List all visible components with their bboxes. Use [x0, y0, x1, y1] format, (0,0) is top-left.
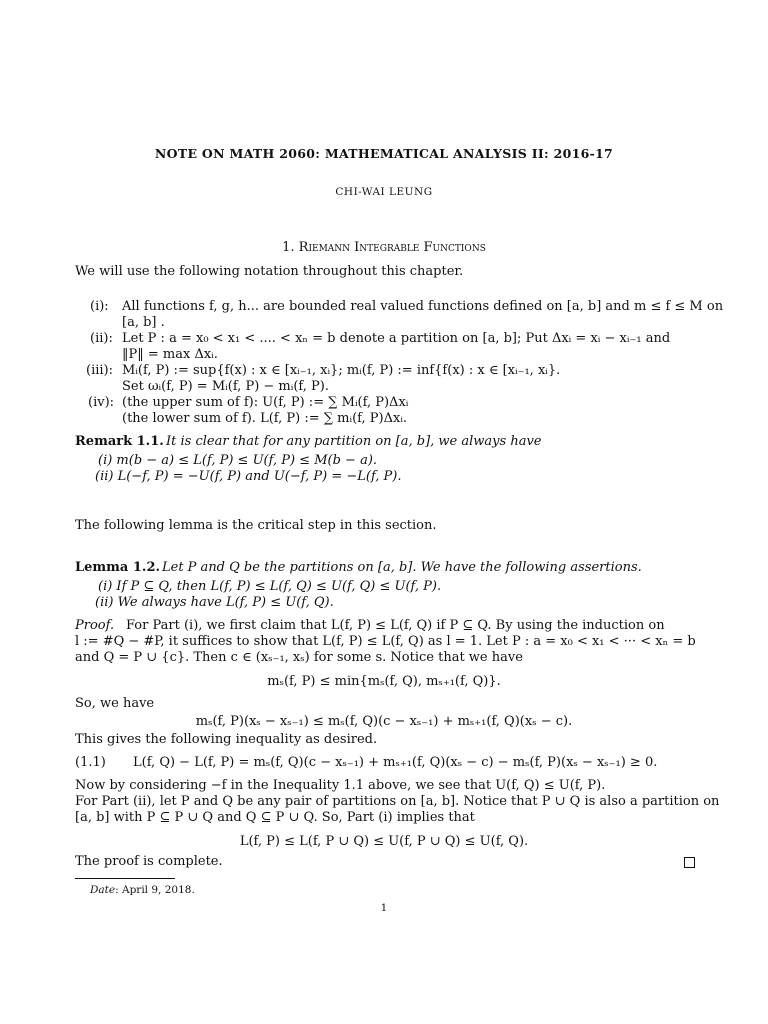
proof-line-6: [a, b] with P ⊆ P ∪ Q and Q ⊆ P ∪ Q. So, Part (i) implies that	[75, 810, 475, 825]
notation-ii-text: Let P : a = x₀ < x₁ < .... < xₙ = b denote a partition on [a, b]; Put Δxᵢ = xᵢ − xᵢ₋₁ and	[122, 331, 671, 346]
lemma-item-2: (ii) We always have L(f, P) ≤ U(f, Q).	[95, 595, 334, 610]
notation-ii-text-cont: ‖P‖ = max Δxᵢ.	[122, 347, 218, 362]
proof-gives-text: This gives the following inequality as desired.	[75, 732, 378, 747]
proof-line-5: For Part (ii), let P and Q be any pair of partitions on [a, b]. Notice that P ∪ Q is also a partition on	[75, 794, 720, 809]
lemma-text: Let P and Q be the partitions on [a, b]. We have the following assertions.	[162, 560, 642, 575]
proof-line-2: l := #Q − #P, it suffices to show that L(f, P) ≤ L(f, Q) as l = 1. Let P : a = x₀ < x₁ < ··· < xₙ = b	[75, 634, 696, 649]
proof-label: Proof.	[75, 618, 115, 633]
proof-line-1: For Part (i), we first claim that L(f, P) ≤ L(f, Q) if P ⊆ Q. By using the induction on	[126, 618, 665, 633]
notation-iii-text: Mᵢ(f, P) := sup{f(x) : x ∈ [xᵢ₋₁, xᵢ}; mᵢ(f, P) := inf{f(x) : x ∈ [xᵢ₋₁, xᵢ}.	[122, 363, 561, 378]
proof-line-3: and Q = P ∪ {c}. Then c ∈ (xₛ₋₁, xₛ) for some s. Notice that we have	[75, 650, 523, 665]
notation-i-text-cont: [a, b] .	[122, 315, 165, 330]
remark-text: It is clear that for any partition on [a, b], we always have	[166, 434, 542, 449]
proof-equation-3: L(f, Q) − L(f, P) = mₛ(f, Q)(c − xₛ₋₁) + mₛ₊₁(f, Q)(xₛ − c) − mₛ(f, P)(xₛ − xₛ₋₁) ≥ 0.	[133, 755, 658, 770]
intro-text: We will use the following notation throughout this chapter.	[75, 264, 464, 279]
proof-line-4: Now by considering −f in the Inequality 1.1 above, we see that U(f, Q) ≤ U(f, P).	[75, 778, 606, 793]
proof-so-text: So, we have	[75, 696, 155, 711]
section-heading: 1. Riemann Integrable Functions	[282, 240, 486, 255]
equation-number: (1.1)	[75, 755, 106, 770]
lemma-intro-text: The following lemma is the critical step in this section.	[75, 518, 437, 533]
notation-iv-label: (iv):	[88, 395, 115, 410]
remark-item-2: (ii) L(−f, P) = −U(f, P) and U(−f, P) = −L(f, P).	[95, 469, 402, 484]
notation-iii-text-cont: Set ωᵢ(f, P) = Mᵢ(f, P) − mᵢ(f, P).	[122, 379, 329, 394]
notation-i-text: All functions f, g, h... are bounded real valued functions defined on [a, b] and m ≤ f ≤ M on	[122, 299, 724, 314]
notation-ii-label: (ii):	[90, 331, 113, 346]
page-number: 1	[380, 902, 388, 914]
qed-box-icon	[684, 857, 695, 868]
notation-iv-text: (the upper sum of f): U(f, P) := ∑ Mᵢ(f, P)Δxᵢ	[122, 395, 409, 410]
notation-iv-text-cont: (the lower sum of f). L(f, P) := ∑ mᵢ(f, P)Δxᵢ.	[122, 411, 408, 426]
remark-item-1: (i) m(b − a) ≤ L(f, P) ≤ U(f, P) ≤ M(b − a).	[98, 453, 378, 468]
proof-equation-4: L(f, P) ≤ L(f, P ∪ Q) ≤ U(f, P ∪ Q) ≤ U(f, Q).	[239, 834, 529, 849]
footnote-rule	[75, 878, 175, 879]
footnote-text: : April 9, 2018.	[115, 884, 195, 896]
proof-equation-2: mₛ(f, P)(xₛ − xₛ₋₁) ≤ mₛ(f, Q)(c − xₛ₋₁) + mₛ₊₁(f, Q)(xₛ − c).	[195, 714, 573, 729]
author-name: CHI-WAI LEUNG	[335, 186, 433, 198]
notation-i-label: (i):	[90, 299, 109, 314]
footnote-label: Date	[90, 884, 116, 896]
proof-equation-1: mₛ(f, P) ≤ min{mₛ(f, Q), mₛ₊₁(f, Q)}.	[267, 674, 501, 689]
notation-iii-label: (iii):	[86, 363, 113, 378]
lemma-label: Lemma 1.2.	[75, 560, 161, 575]
footnote	[90, 882, 195, 898]
lemma-item-1: (i) If P ⊆ Q, then L(f, P) ≤ L(f, Q) ≤ U(f, Q) ≤ U(f, P).	[98, 579, 442, 594]
remark-label: Remark 1.1.	[75, 434, 164, 449]
proof-end-text: The proof is complete.	[75, 854, 223, 869]
paper-title: NOTE ON MATH 2060: MATHEMATICAL ANALYSIS II: 2016-17	[154, 146, 614, 161]
